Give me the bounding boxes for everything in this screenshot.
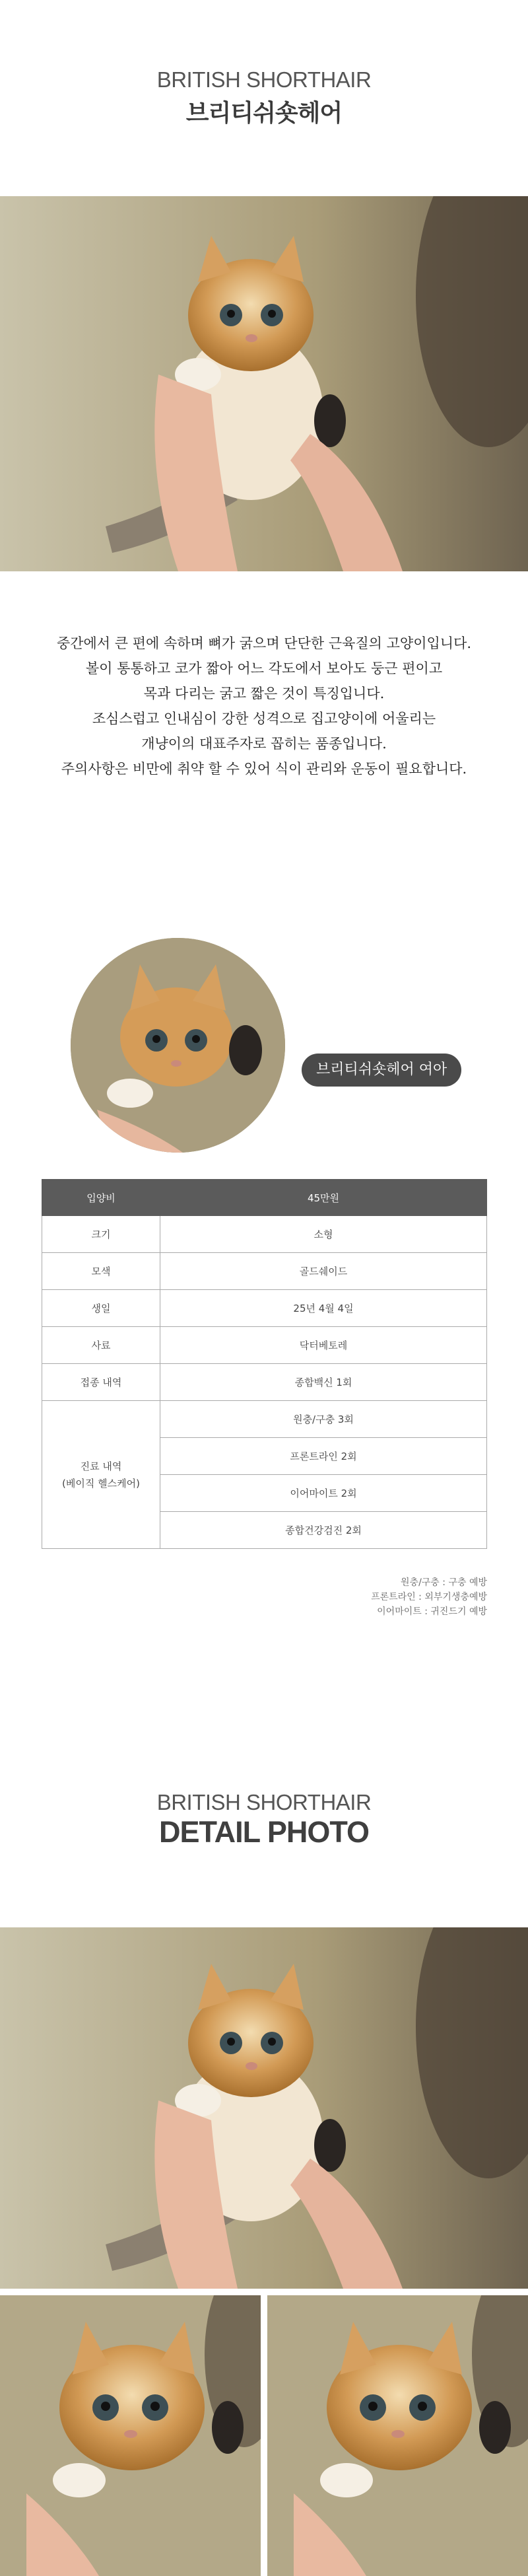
table-row: [42, 1290, 487, 1327]
note-line: 프론트라인 : 외부기생충예방: [371, 1592, 487, 1602]
table-row: [42, 1180, 487, 1216]
birthday-label: 생일: [42, 1290, 160, 1327]
treatment-value: 이어마이트 2회: [160, 1475, 487, 1512]
treatment-label-line2: (베이직 헬스케어): [62, 1477, 140, 1489]
description-line: 볼이 통통하고 코가 짧아 어느 각도에서 보아도 둥근 편이고: [85, 661, 443, 676]
size-label: 크기: [42, 1216, 160, 1253]
treatment-label-line1: 진료 내역: [80, 1460, 122, 1472]
table-row: [42, 1216, 487, 1253]
table-row: [42, 1401, 487, 1438]
size-value: 소형: [160, 1216, 487, 1253]
detail-photo-left: [0, 2295, 261, 2576]
treatment-notes: [264, 1575, 487, 1619]
table-row: [42, 1253, 487, 1290]
note-line: 이어마이트 : 귀진드기 예방: [377, 1606, 487, 1617]
treatment-value: 프론트라인 2회: [160, 1438, 487, 1475]
info-table: [42, 1179, 487, 1549]
table-row: [42, 1327, 487, 1364]
table-row: [42, 1364, 487, 1401]
coat-color-label: 모색: [42, 1253, 160, 1290]
food-value: 닥터베토레: [160, 1327, 487, 1364]
breed-description: [0, 631, 528, 781]
header-english: BRITISH SHORTHAIR: [156, 67, 372, 92]
treatment-value: 원충/구충 3회: [160, 1401, 487, 1438]
main-kitten-photo: [0, 196, 528, 571]
vaccine-label: 접종 내역: [42, 1364, 160, 1401]
profile-name-badge: 브리티쉬숏헤어 여아: [302, 1054, 461, 1087]
description-line: 목과 다리는 굵고 짧은 것이 특징입니다.: [143, 686, 385, 701]
profile-photo-circle: [71, 938, 285, 1153]
detail-photo-right: [267, 2295, 528, 2576]
treatment-value: 종합건강검진 2회: [160, 1512, 487, 1549]
food-label: 사료: [42, 1327, 160, 1364]
description-line: 조심스럽고 인내심이 강한 성격으로 집고양이에 어울리는: [92, 711, 436, 727]
note-line: 원충/구충 : 구충 예방: [401, 1577, 487, 1588]
detail-title: DETAIL PHOTO: [158, 1815, 370, 1849]
description-line: 개냥이의 대표주자로 꼽히는 품종입니다.: [141, 736, 387, 752]
birthday-value: 25년 4월 4일: [160, 1290, 487, 1327]
adoption-fee-value: 45만원: [160, 1180, 487, 1216]
detail-photo-large: [0, 1927, 528, 2289]
coat-color-value: 골드쉐이드: [160, 1253, 487, 1290]
adoption-fee-label: 입양비: [42, 1180, 160, 1216]
treatment-label: [42, 1401, 160, 1549]
vaccine-value: 종합백신 1회: [160, 1364, 487, 1401]
header-korean-title: 브리티쉬숏헤어: [185, 100, 343, 127]
description-line: 중간에서 큰 편에 속하며 뼈가 굵으며 단단한 근육질의 고양이입니다.: [56, 635, 472, 651]
detail-english: BRITISH SHORTHAIR: [156, 1790, 372, 1814]
description-line: 주의사항은 비만에 취약 할 수 있어 식이 관리와 운동이 필요합니다.: [61, 761, 467, 777]
